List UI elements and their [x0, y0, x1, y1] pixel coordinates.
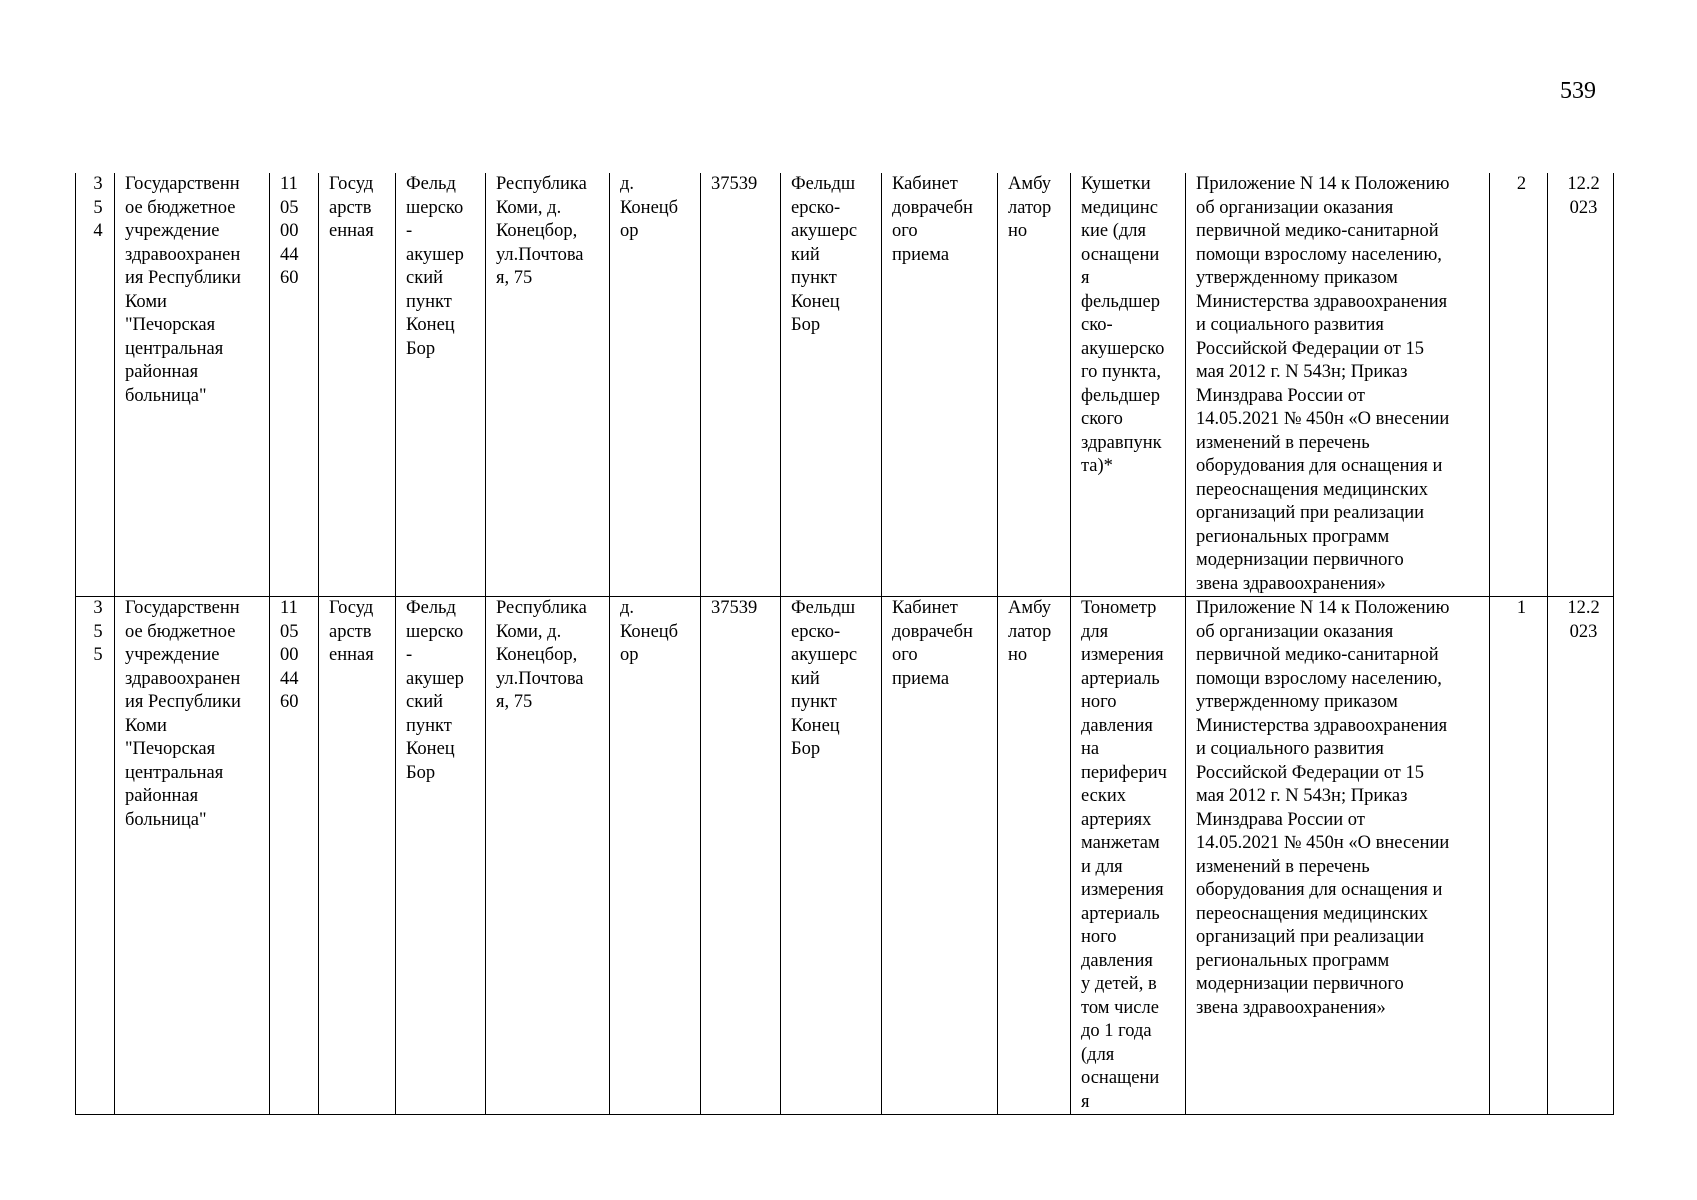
org-line: центральная	[125, 338, 224, 359]
unit-line: пункт	[406, 291, 452, 312]
care-line: Амбу	[1008, 598, 1052, 618]
equipment-line: периферич	[1081, 762, 1167, 783]
room-line: ого	[892, 221, 918, 241]
date-line: 12.2	[1567, 598, 1600, 618]
basis-line: Министерства здравоохранения	[1196, 291, 1448, 312]
org-line: здравоохранен	[125, 244, 241, 265]
subunit-line: Бор	[791, 739, 821, 759]
org-line: больница"	[125, 809, 207, 830]
basis-line: Приложение N 14 к Положению	[1196, 174, 1450, 194]
basis-cell	[1186, 597, 1490, 1115]
basis-line: Приложение N 14 к Положению	[1196, 598, 1450, 618]
num-line: 3	[93, 598, 103, 618]
basis-line: изменений в перечень	[1196, 432, 1370, 453]
care-line: латор	[1008, 621, 1052, 642]
equipment-line: и для	[1081, 856, 1123, 877]
subunit-line: Фельдш	[791, 598, 856, 618]
equipment-line: артериаль	[1081, 903, 1160, 924]
basis-line: звена здравоохранения»	[1196, 997, 1386, 1018]
equipment-line: до 1 года	[1081, 1021, 1152, 1041]
org-line: Государственн	[125, 174, 240, 194]
subunit-line: Конец	[791, 715, 840, 736]
address-line: Конецбор,	[496, 645, 578, 665]
subunit-line: акушерс	[791, 645, 858, 665]
oktmo-cell	[701, 173, 781, 597]
equipment-line: я	[1081, 1091, 1090, 1112]
oktmo-line: 37539	[711, 174, 758, 194]
equipment-line: фельдшер	[1081, 291, 1160, 312]
unit-line: Конец	[406, 315, 455, 335]
equipment-line: Тонометр	[1081, 598, 1157, 618]
equipment-line: ско-	[1081, 315, 1113, 335]
date-line: 023	[1569, 621, 1598, 642]
org-line: здравоохранен	[125, 668, 241, 689]
num-line: 5	[93, 197, 103, 218]
code-line: 60	[280, 268, 299, 288]
room-line: доврачебн	[892, 197, 973, 218]
form-line: арств	[329, 197, 372, 218]
table-body	[76, 173, 1614, 1115]
basis-line: Российской Федерации от 15	[1196, 762, 1425, 783]
code-line: 00	[280, 221, 299, 241]
basis-line: об организации оказания	[1196, 621, 1394, 642]
unit-line: шерско	[406, 621, 464, 642]
org-line: Коми	[125, 715, 167, 736]
subunit-line: пункт	[791, 692, 837, 712]
address-line: Коми, д.	[496, 197, 562, 218]
org-line: ое бюджетное	[125, 197, 236, 218]
equipment-line: кие (для	[1081, 221, 1147, 241]
equipment-line: давления	[1081, 715, 1153, 736]
room-cell	[882, 173, 998, 597]
form-line: енная	[329, 645, 374, 665]
subunit-line: пункт	[791, 268, 837, 288]
oktmo-cell	[701, 597, 781, 1115]
basis-line: первичной медико-санитарной	[1196, 221, 1439, 241]
form-line: арств	[329, 621, 372, 642]
org-line: больница"	[125, 385, 207, 406]
address-line: ул.Почтова	[496, 668, 584, 689]
basis-line: мая 2012 г. N 543н; Приказ	[1196, 362, 1408, 382]
equipment-line: оснащени	[1081, 244, 1160, 265]
basis-line: утвержденному приказом	[1196, 268, 1398, 288]
equipment-line: ного	[1081, 692, 1117, 712]
equipment-cell	[1071, 173, 1186, 597]
subunit-line: Конец	[791, 291, 840, 312]
date-cell	[1548, 173, 1614, 597]
settlement-line: Конецб	[620, 621, 679, 642]
equipment-line: акушерско	[1081, 338, 1165, 359]
address-cell	[486, 597, 610, 1115]
basis-line: 14.05.2021 № 450н «О внесении	[1196, 409, 1450, 429]
address-line: я, 75	[496, 692, 533, 712]
unit-cell	[396, 597, 486, 1115]
row-number-cell	[76, 597, 115, 1115]
room-line: Кабинет	[892, 174, 958, 194]
code-line: 11	[280, 598, 298, 618]
settlement-line: Конецб	[620, 197, 679, 218]
equipment-line: та)*	[1081, 456, 1113, 476]
unit-cell	[396, 173, 486, 597]
basis-line: переоснащения медицинских	[1196, 903, 1429, 924]
basis-line: 14.05.2021 № 450н «О внесении	[1196, 833, 1450, 853]
basis-line: мая 2012 г. N 543н; Приказ	[1196, 786, 1408, 806]
subunit-line: кий	[791, 668, 820, 689]
organization-cell	[115, 597, 270, 1115]
code-line: 44	[280, 668, 299, 689]
basis-line: оборудования для оснащения и	[1196, 880, 1443, 900]
num-line: 4	[93, 221, 103, 241]
subunit-line: ерско-	[791, 197, 841, 218]
equipment-line: фельдшер	[1081, 385, 1160, 406]
equipment-line: измерения	[1081, 880, 1164, 900]
settlement-cell	[610, 173, 701, 597]
unit-line: Конец	[406, 739, 455, 759]
unit-line: ский	[406, 692, 443, 712]
code-cell	[270, 173, 319, 597]
care-line: латор	[1008, 197, 1052, 218]
equipment-line: ного	[1081, 927, 1117, 947]
row-number-cell	[76, 173, 115, 597]
unit-line: ский	[406, 268, 443, 288]
basis-line: об организации оказания	[1196, 197, 1394, 218]
basis-line: Минздрава России от	[1196, 809, 1365, 830]
unit-line: Бор	[406, 762, 436, 783]
equipment-cell	[1071, 597, 1186, 1115]
equipment-line: Кушетки	[1081, 174, 1151, 194]
basis-line: организаций при реализации	[1196, 927, 1425, 947]
org-line: Коми	[125, 291, 167, 312]
org-line: "Печорская	[125, 739, 216, 759]
basis-line: Минздрава России от	[1196, 385, 1365, 406]
room-line: приема	[892, 244, 950, 265]
basis-line: помощи взрослому населению,	[1196, 244, 1442, 265]
equipment-line: артериаль	[1081, 668, 1160, 689]
settlement-line: ор	[620, 645, 639, 665]
form-line: Госуд	[329, 174, 374, 194]
subunit-line: ерско-	[791, 621, 841, 642]
basis-line: модернизации первичного	[1196, 550, 1404, 570]
basis-line: звена здравоохранения»	[1196, 573, 1386, 594]
org-line: районная	[125, 786, 199, 806]
code-line: 60	[280, 692, 299, 712]
basis-cell	[1186, 173, 1490, 597]
equipment-line: артериях	[1081, 809, 1152, 830]
form-line: енная	[329, 221, 374, 241]
code-cell	[270, 597, 319, 1115]
num-line: 5	[93, 621, 103, 642]
equipment-line: для	[1081, 621, 1109, 642]
table-row	[76, 597, 1614, 1115]
equipment-line: измерения	[1081, 645, 1164, 665]
organization-cell	[115, 173, 270, 597]
equipment-line: я	[1081, 268, 1090, 288]
ownership-cell	[319, 173, 396, 597]
oktmo-line: 37539	[711, 598, 758, 618]
equipment-table	[75, 173, 1614, 1115]
room-line: приема	[892, 668, 950, 689]
care-type-cell	[998, 597, 1071, 1115]
equipment-line: еских	[1081, 786, 1127, 806]
unit-line: -	[406, 221, 413, 241]
date-line: 023	[1569, 197, 1598, 218]
basis-line: и социального развития	[1196, 315, 1384, 335]
basis-line: переоснащения медицинских	[1196, 479, 1429, 500]
equipment-line: манжетам	[1081, 833, 1160, 853]
equipment-line: ского	[1081, 409, 1123, 429]
basis-line: Министерства здравоохранения	[1196, 715, 1448, 736]
care-type-cell	[998, 173, 1071, 597]
basis-line: помощи взрослому населению,	[1196, 668, 1442, 689]
room-line: ого	[892, 645, 918, 665]
unit-line: Бор	[406, 338, 436, 359]
unit-line: Фельд	[406, 174, 456, 194]
num-line: 5	[93, 645, 103, 665]
unit-line: пункт	[406, 715, 452, 736]
basis-line: региональных программ	[1196, 526, 1390, 547]
settlement-line: ор	[620, 221, 639, 241]
subunit-line: акушерс	[791, 221, 858, 241]
room-line: Кабинет	[892, 598, 958, 618]
subunit-line: Бор	[791, 315, 821, 335]
num-line: 3	[93, 174, 103, 194]
table-row	[76, 173, 1614, 597]
subunit-line: кий	[791, 244, 820, 265]
org-line: центральная	[125, 762, 224, 783]
unit-line: акушер	[406, 668, 464, 689]
settlement-cell	[610, 597, 701, 1115]
basis-line: региональных программ	[1196, 950, 1390, 971]
subunit-line: Фельдш	[791, 174, 856, 194]
code-line: 44	[280, 244, 299, 265]
org-line: ия Республики	[125, 692, 241, 712]
equipment-line: медицинс	[1081, 197, 1158, 218]
org-line: учреждение	[125, 221, 220, 241]
org-line: ия Республики	[125, 268, 241, 288]
address-line: Республика	[496, 598, 587, 618]
equipment-line: у детей, в	[1081, 974, 1157, 994]
date-line: 12.2	[1567, 174, 1600, 194]
basis-line: организаций при реализации	[1196, 503, 1425, 523]
room-cell	[882, 597, 998, 1115]
org-line: ое бюджетное	[125, 621, 236, 642]
code-line: 05	[280, 621, 299, 642]
unit-line: -	[406, 645, 413, 665]
basis-line: изменений в перечень	[1196, 856, 1370, 877]
equipment-line: на	[1081, 739, 1100, 759]
code-line: 05	[280, 197, 299, 218]
room-line: доврачебн	[892, 621, 973, 642]
address-line: я, 75	[496, 268, 533, 288]
settlement-line: д.	[620, 598, 635, 618]
ownership-cell	[319, 597, 396, 1115]
unit-line: Фельд	[406, 598, 456, 618]
address-line: Конецбор,	[496, 221, 578, 241]
code-line: 11	[280, 174, 298, 194]
equipment-line: (для	[1081, 1044, 1115, 1065]
unit-line: акушер	[406, 244, 464, 265]
care-line: но	[1008, 221, 1028, 241]
subunit-cell	[781, 597, 882, 1115]
org-line: Государственн	[125, 598, 240, 618]
basis-line: первичной медико-санитарной	[1196, 645, 1439, 665]
address-cell	[486, 173, 610, 597]
quantity-cell: 2	[1490, 173, 1548, 597]
care-line: но	[1008, 645, 1028, 665]
date-cell	[1548, 597, 1614, 1115]
equipment-line: го пункта,	[1081, 362, 1161, 382]
basis-line: Российской Федерации от 15	[1196, 338, 1425, 359]
org-line: районная	[125, 362, 199, 382]
address-line: Республика	[496, 174, 587, 194]
code-line: 00	[280, 645, 299, 665]
equipment-line: давления	[1081, 950, 1153, 971]
address-line: Коми, д.	[496, 621, 562, 642]
settlement-line: д.	[620, 174, 635, 194]
address-line: ул.Почтова	[496, 244, 584, 265]
basis-line: и социального развития	[1196, 739, 1384, 759]
equipment-line: здравпунк	[1081, 432, 1162, 453]
basis-line: модернизации первичного	[1196, 974, 1404, 994]
form-line: Госуд	[329, 598, 374, 618]
basis-line: утвержденному приказом	[1196, 692, 1398, 712]
subunit-cell	[781, 173, 882, 597]
basis-line: оборудования для оснащения и	[1196, 456, 1443, 476]
quantity-cell: 1	[1490, 597, 1548, 1115]
equipment-line: оснащени	[1081, 1068, 1160, 1088]
org-line: "Печорская	[125, 315, 216, 335]
org-line: учреждение	[125, 645, 220, 665]
care-line: Амбу	[1008, 174, 1052, 194]
unit-line: шерско	[406, 197, 464, 218]
page-number: 539	[1560, 78, 1596, 104]
equipment-line: том числе	[1081, 997, 1159, 1018]
